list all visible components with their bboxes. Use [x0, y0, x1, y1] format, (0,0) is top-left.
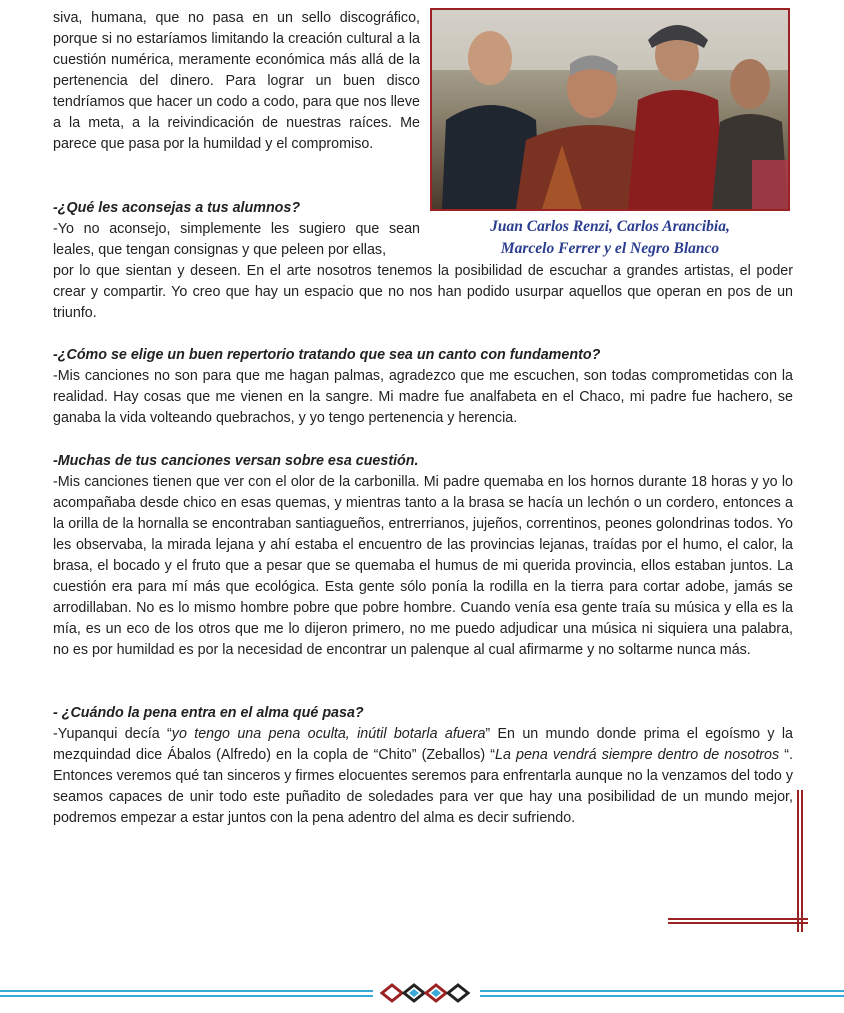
intro-paragraph — [53, 8, 420, 155]
group-photo — [430, 8, 790, 211]
intro-text: siva, humana, que no pasa en un sello discográfico, porque si no estaríamos limitando la creación cultural a la cuestión numérica, meramente económica más allá de la pertenencia del dinero. Para lograr un buen disco tendríamos que hacer un codo a codo, para que nos lleve a la meta, a la reivindicación de nuestras raíces. Me parece que pasa por la humildad y el compromiso. — [53, 10, 420, 152]
answer-text-c: “. Entonces veremos qué tan sinceros y firmes elocuentes seremos para enfrentarla aunque no la venzamos del todo y seamos capaces de unir todo este puñadito de soledades para ver que hay una posibilidad de un mundo mejor, podremos empezar a estar juntos con la pena adentro del alma es decir sufriendo. — [53, 747, 793, 826]
footer-bar-left — [0, 995, 373, 997]
answer-text-part2: por lo que sientan y deseen. En el arte nosotros tenemos la posibilidad de escuchar a grandes artistas, el poder crear y compartir. Yo creo que hay un espacio que no nos han podido usurpar aquellos que operan en pos de un triunfo. — [53, 263, 793, 321]
group-photo-image — [432, 10, 788, 209]
decorative-vertical-line — [797, 790, 799, 932]
answer-text: -Mis canciones tienen que ver con el olor de la carbonilla. Mi padre quemaba en los hornos durante 18 horas y yo lo acompañaba desde chico en esas quemas, y mientras tanto a la brasa se hacía un lechón o un cordero, entonces a la orilla de la hornalla se encontraban santiagueños, entrerrianos, jujeños, correntinos, peones golondrinas todos. Yo les observaba, la mirada lejana y ahí estaba el encuentro de las provincias lejanas, traídas por el humo, el calor, la brasa, el bocado y el fruto que a pesar que se quemaba el humus de mi querida provincia, ellos estaban juntos. La cuestión era para mí más que ecológica. Esta gente sólo ponía la rodilla en la tierra para cortar adobe, jamás se arrodillaban. No es lo mismo hombre pobre que pobre hombre. Cuando venía esa gente traía su música y ella es la mía, es un eco de los otros que me lo dijeron primero, no me puedo adjudicar una música ni siquiera una palabra, no es por humildad es por la necesidad de encontrar un palenque al cual afirmarme y no soltarme nunca más. — [53, 474, 793, 658]
caption-line-1: Juan Carlos Renzi, Carlos Arancibia, — [490, 218, 730, 235]
section-pena — [53, 703, 793, 829]
decorative-horizontal-line — [668, 922, 808, 924]
section-cuestion — [53, 451, 793, 661]
answer-text — [53, 724, 793, 829]
decorative-vertical-line — [801, 790, 803, 932]
question-heading: -¿Cómo se elige un buen repertorio tratando que sea un canto con fundamento? — [53, 347, 601, 363]
answer-text-b: ” En un mundo donde prima el egoísmo y la mezquindad dice Ábalos (Alfredo) en la copla de “Chito” (Zeballos) “ — [53, 726, 793, 763]
yupanqui-quote: yo tengo una pena oculta, inútil botarla afuera — [171, 726, 486, 742]
answer-text-part1: -Yo no aconsejo, simplemente les sugiero que sean leales, que tengan consignas y que peleen por ellas, — [53, 221, 420, 258]
answer-text: -Mis canciones no son para que me hagan palmas, agradezco que me escuchen, son todas comprometidas con la realidad. Hay cosas que me vienen en la sangre. Mi madre fue analfabeta en el Chaco, mi padre fue hachero, se ganaba la vida volteando quebrachos, y yo tengo pertenencia y herencia. — [53, 368, 793, 426]
section-repertorio — [53, 345, 793, 429]
footer-bar-left — [0, 990, 373, 992]
decorative-horizontal-line — [668, 918, 808, 920]
answer-text-a: -Yupanqui decía “ — [53, 726, 172, 742]
footer-bar-right — [480, 990, 844, 992]
footer-bar-right — [480, 995, 844, 997]
footer-ornament-icon — [380, 983, 472, 1003]
question-heading: -Muchas de tus canciones versan sobre esa cuestión. — [53, 453, 419, 469]
question-heading: - ¿Cuándo la pena entra en el alma qué pasa? — [53, 705, 364, 721]
question-heading: -¿Qué les aconsejas a tus alumnos? — [53, 200, 301, 216]
section-alumnos — [53, 198, 793, 324]
chito-quote: La pena vendrá siempre dentro de nosotros — [495, 747, 780, 763]
caption-line-2: Marcelo Ferrer y el Negro Blanco — [500, 240, 720, 257]
